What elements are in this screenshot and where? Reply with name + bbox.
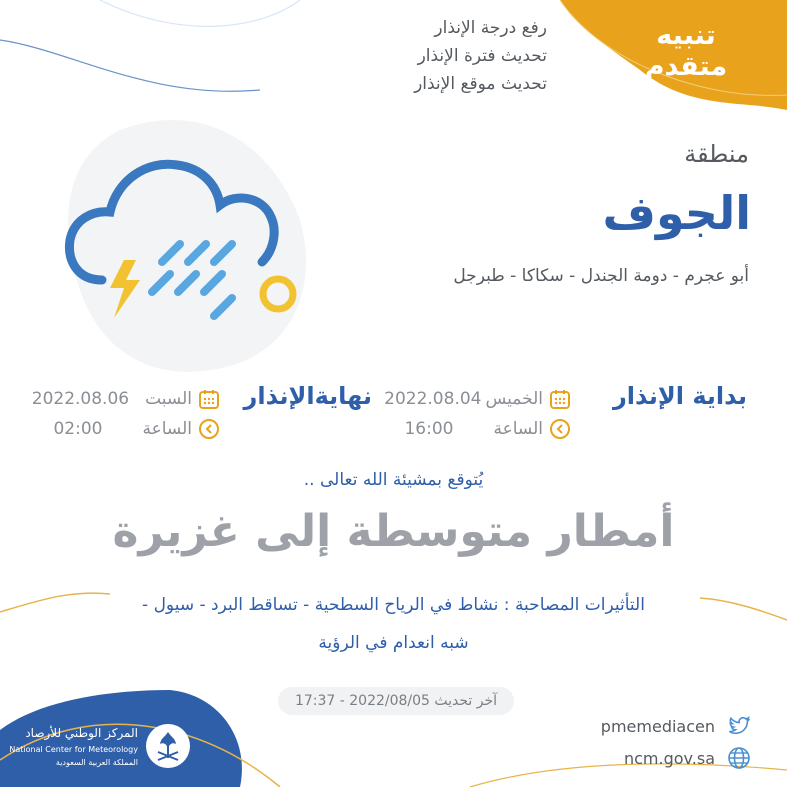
impacts-line-1: التأثيرات المصاحبة : نشاط في الرياح السطحية - تساقط البرد - سيول - bbox=[142, 595, 645, 615]
cloud-rain-lightning-icon bbox=[62, 150, 302, 330]
warning-start-time: 16:00 bbox=[404, 419, 454, 439]
region-name: الجوف bbox=[602, 186, 751, 240]
impacts-line-2: شبه انعدام في الرؤية bbox=[318, 633, 469, 653]
region-cities: أبو عجرم - دومة الجندل - سكاكا - طبرجل bbox=[453, 266, 749, 286]
forecast-intro: يُتوقع بمشيئة الله تعالى .. bbox=[303, 470, 484, 490]
warning-start-date-row bbox=[384, 388, 571, 410]
warning-start-time-label: الساعة bbox=[493, 419, 543, 439]
warning-end-time-row bbox=[53, 418, 220, 440]
twitter-link[interactable] bbox=[551, 710, 751, 742]
social-links bbox=[551, 710, 751, 774]
warning-end-date-row bbox=[32, 388, 220, 410]
twitter-handle: pmemediacen bbox=[600, 716, 715, 736]
last-update-badge: آخر تحديث 2022/08/05 - 17:37 bbox=[278, 687, 514, 715]
region-label: منطقة bbox=[684, 140, 749, 168]
forecast-headline: أمطار متوسطة إلى غزيرة bbox=[112, 506, 675, 557]
warning-end-day: السبت bbox=[145, 389, 192, 409]
warning-start-title: بداية الإنذار bbox=[612, 382, 747, 410]
ncm-logo bbox=[9, 720, 190, 776]
twitter-icon bbox=[727, 714, 751, 738]
logo-name-en: National Center for Meteorology bbox=[9, 745, 138, 754]
warning-end-time: 02:00 bbox=[53, 419, 103, 439]
chevron-circle-icon bbox=[549, 418, 571, 440]
list-item: تحديث موقع الإنذار bbox=[414, 74, 547, 94]
advanced-alert-badge: تنبيه متقدم bbox=[644, 20, 728, 82]
warning-end bbox=[22, 382, 372, 446]
warning-start bbox=[384, 382, 747, 446]
website-link[interactable] bbox=[551, 742, 751, 774]
logo-name-ar: المركز الوطني للأرصاد bbox=[25, 726, 138, 740]
alert-update-list bbox=[327, 14, 547, 98]
saudi-emblem-icon bbox=[146, 724, 190, 768]
warning-end-time-label: الساعة bbox=[142, 419, 192, 439]
list-item: رفع درجة الإنذار bbox=[434, 18, 547, 38]
logo-country-ar: المملكة العربية السعودية bbox=[55, 758, 138, 767]
chevron-circle-icon bbox=[198, 418, 220, 440]
globe-icon bbox=[727, 746, 751, 770]
list-item: تحديث فترة الإنذار bbox=[417, 46, 547, 66]
forecast-impacts bbox=[60, 586, 727, 662]
warning-start-time-row bbox=[404, 418, 571, 440]
website-url: ncm.gov.sa bbox=[623, 748, 715, 768]
warning-start-day: الخميس bbox=[485, 389, 543, 409]
warning-end-title: نهايةالإنذار bbox=[243, 382, 372, 410]
calendar-icon bbox=[549, 388, 571, 410]
calendar-icon bbox=[198, 388, 220, 410]
warning-start-date: 2022.08.04 bbox=[384, 389, 482, 409]
warning-end-date: 2022.08.06 bbox=[31, 389, 130, 409]
